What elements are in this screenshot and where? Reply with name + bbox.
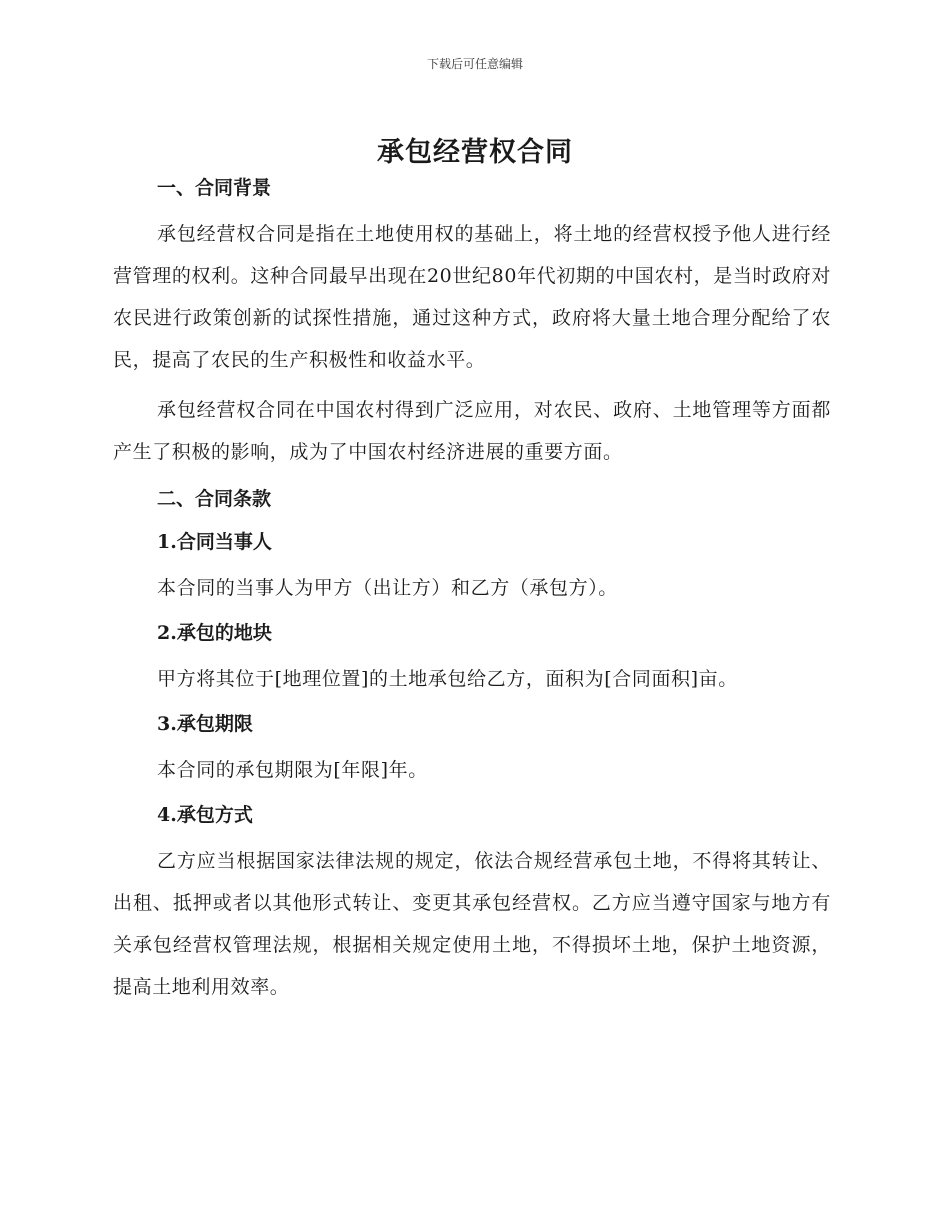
header-note: 下载后可任意编辑	[426, 57, 523, 71]
clause-text-parties: 本合同的当事人为甲方（出让方）和乙方（承包方）。	[157, 577, 618, 599]
clause-heading-term: 3.承包期限	[157, 713, 253, 735]
clause-text-method: 乙方应当根据国家法律法规的规定，依法合规经营承包土地，不得将其转让、出租、抵押或者以其他形式转让、变更其承包经营权。乙方应当遵守国家与地方有关承包经营权管理法规，根据相关规定使用土地，不得损坏土地，保护土地资源，提高土地利用效率。	[113, 850, 831, 998]
clause-heading-method: 4.承包方式	[157, 804, 253, 826]
section-heading-terms: 二、合同条款	[157, 488, 272, 510]
document-title: 承包经营权合同	[377, 137, 573, 168]
clause-text-plot: 甲方将其位于[地理位置]的土地承包给乙方，面积为[合同面积]亩。	[157, 668, 738, 690]
paragraph-background-1: 承包经营权合同是指在土地使用权的基础上，将土地的经营权授予他人进行经营管理的权利。这种合同最早出现在20世纪80年代初期的中国农村，是当时政府对农民进行政策创新的试探性措施，通过这种方式，政府将大量土地合理分配给了农民，提高了农民的生产积极性和收益水平。	[113, 223, 831, 371]
clause-heading-plot: 2.承包的地块	[157, 622, 272, 644]
paragraph-background-2: 承包经营权合同在中国农村得到广泛应用，对农民、政府、土地管理等方面都产生了积极的影响，成为了中国农村经济进展的重要方面。	[113, 399, 831, 463]
section-heading-background: 一、合同背景	[157, 177, 272, 199]
clause-text-term: 本合同的承包期限为[年限]年。	[157, 759, 428, 781]
clause-heading-parties: 1.合同当事人	[157, 531, 272, 553]
document-body	[113, 172, 831, 1008]
